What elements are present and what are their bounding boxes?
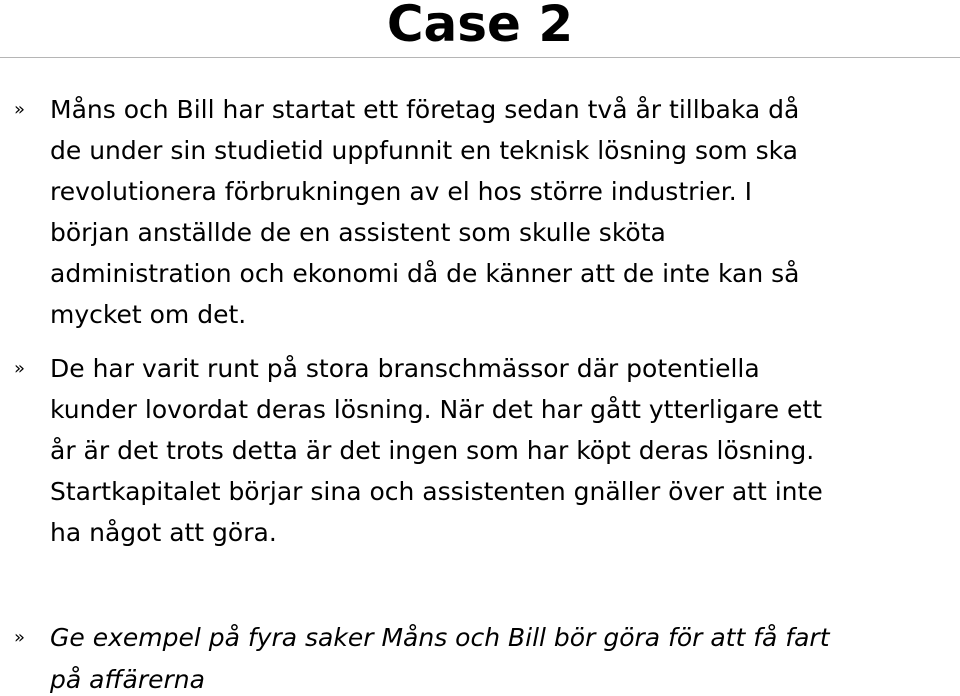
bullet-item-2 (0, 348, 960, 553)
bullet-marker: » (14, 627, 26, 648)
bullet-item-1 (0, 89, 960, 335)
bullet-text-3: Ge exempel på fyra saker Måns och Bill bör göra för att få fart på affärerna (50, 623, 830, 694)
slide-title: Case 2 (386, 0, 574, 53)
bullet-text-1: Måns och Bill har startat ett företag sedan två år tillbaka då de under sin studietid uppfunnit en teknisk lösning som ska revolutionera förbrukningen av el hos större industrier. I början anställde de en assistent som skulle sköta administration och ekonomi då de känner att de inte kan så mycket om det. (50, 95, 800, 329)
bullet-marker: » (14, 358, 26, 379)
bullet-marker: » (14, 99, 26, 120)
bullet-item-3 (0, 617, 960, 696)
title-divider (0, 57, 960, 58)
bullet-text-2: De har varit runt på stora branschmässor där potentiella kunder lovordat deras lösning. När det har gått ytterligare ett år är det trots detta är det ingen som har köpt deras lösning. Startkapitalet börjar sina och assistenten gnäller över att inte ha något att göra. (50, 354, 823, 547)
